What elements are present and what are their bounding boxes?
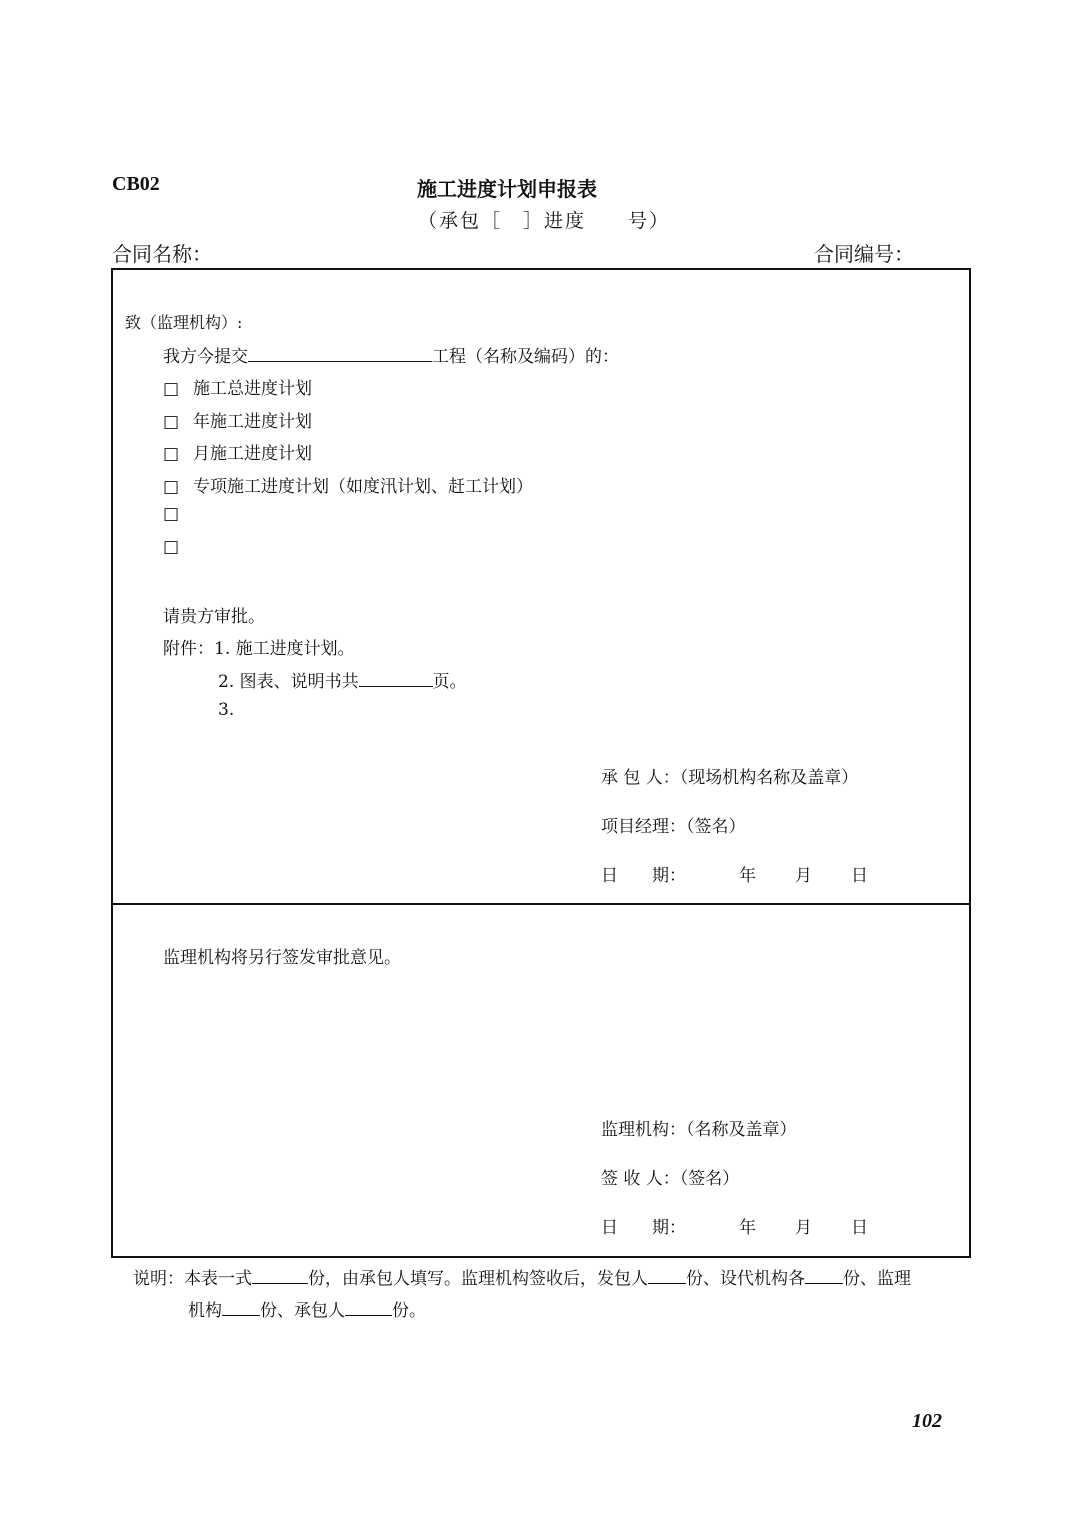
checkbox-icon[interactable]: □: [163, 412, 180, 432]
contractor-copies-blank[interactable]: [345, 1299, 392, 1316]
day-label: 日: [851, 866, 868, 886]
option-1[interactable]: [163, 374, 312, 399]
option-label: 年施工进度计划: [193, 412, 312, 432]
option-label: 专项施工进度计划（如度汛计划、赶工计划）: [193, 477, 533, 497]
copies-blank[interactable]: [252, 1267, 308, 1284]
form-title: 施工进度计划申报表: [417, 177, 597, 201]
option-3[interactable]: [163, 439, 312, 464]
footer-label: 说明：: [133, 1269, 184, 1289]
form-subtitle: （承包［ ］进度 号）: [418, 210, 671, 232]
footer-note-line-1: [133, 1264, 911, 1289]
option-2[interactable]: [163, 407, 312, 432]
option-label: 施工总进度计划: [193, 379, 312, 399]
footer-text: 份，由承包人填写。监理机构签收后，发包人: [308, 1269, 648, 1289]
owner-copies-blank[interactable]: [648, 1267, 686, 1284]
submit-line: [163, 342, 619, 367]
footer-note-line-2: [188, 1296, 426, 1321]
form-box: [111, 268, 971, 1258]
approval-request: 请贵方审批。: [163, 607, 265, 627]
year-label: 年: [739, 1218, 756, 1238]
footer-text: 份、设代机构各: [686, 1269, 805, 1289]
checkbox-icon[interactable]: □: [163, 477, 180, 497]
attachment-1-text: 1. 施工进度计划。: [214, 639, 355, 659]
footer-text: 份、监理: [843, 1269, 911, 1289]
receiver-signature: 签 收 人：（签名）: [601, 1169, 740, 1189]
attachment-3: 3.: [218, 700, 235, 720]
checkbox-icon[interactable]: □: [163, 537, 180, 557]
month-label: 月: [795, 1218, 812, 1238]
submit-prefix: 我方今提交: [163, 347, 248, 367]
attachment-2-suffix: 页。: [432, 672, 467, 692]
contract-name-label: 合同名称：: [112, 242, 212, 266]
option-label: 月施工进度计划: [193, 444, 312, 464]
date-label: 日 期：: [601, 866, 686, 886]
footer-text: 份。: [392, 1301, 426, 1321]
month-label: 月: [795, 866, 812, 886]
submit-suffix: 工程（名称及编码）的：: [432, 347, 619, 367]
year-label: 年: [739, 866, 756, 886]
date-label: 日 期：: [601, 1218, 686, 1238]
footer-text: 本表一式: [184, 1269, 252, 1289]
attachment-label: 附件：: [163, 639, 214, 659]
supervisor-date: [601, 1213, 868, 1238]
design-copies-blank[interactable]: [805, 1267, 843, 1284]
attachment-2: [218, 667, 467, 692]
checkbox-icon[interactable]: □: [163, 504, 180, 524]
option-6[interactable]: [163, 537, 193, 557]
option-5[interactable]: [163, 504, 193, 524]
attachment-1: [163, 634, 355, 659]
contractor-date: [601, 861, 868, 886]
option-4[interactable]: [163, 472, 533, 497]
project-name-blank[interactable]: [248, 345, 432, 362]
day-label: 日: [851, 1218, 868, 1238]
section-divider: [113, 903, 969, 905]
checkbox-icon[interactable]: □: [163, 379, 180, 399]
footer-text: 机构: [188, 1301, 222, 1321]
pages-blank[interactable]: [359, 670, 433, 687]
contract-number-label: 合同编号：: [814, 242, 914, 266]
form-code: CB02: [112, 173, 160, 195]
addressee: 致（监理机构）:: [125, 313, 243, 332]
supervisor-copies-blank[interactable]: [222, 1299, 260, 1316]
attachment-2-prefix: 2. 图表、说明书共: [218, 672, 359, 692]
footer-text: 份、承包人: [260, 1301, 345, 1321]
checkbox-icon[interactable]: □: [163, 444, 180, 464]
supervisor-signature: 监理机构：（名称及盖章）: [601, 1120, 797, 1140]
page-number: 102: [912, 1410, 942, 1432]
supervisor-note: 监理机构将另行签发审批意见。: [163, 948, 401, 968]
contractor-signature: 承 包 人：（现场机构名称及盖章）: [601, 768, 859, 788]
project-manager-signature: 项目经理：（签名）: [601, 817, 746, 837]
